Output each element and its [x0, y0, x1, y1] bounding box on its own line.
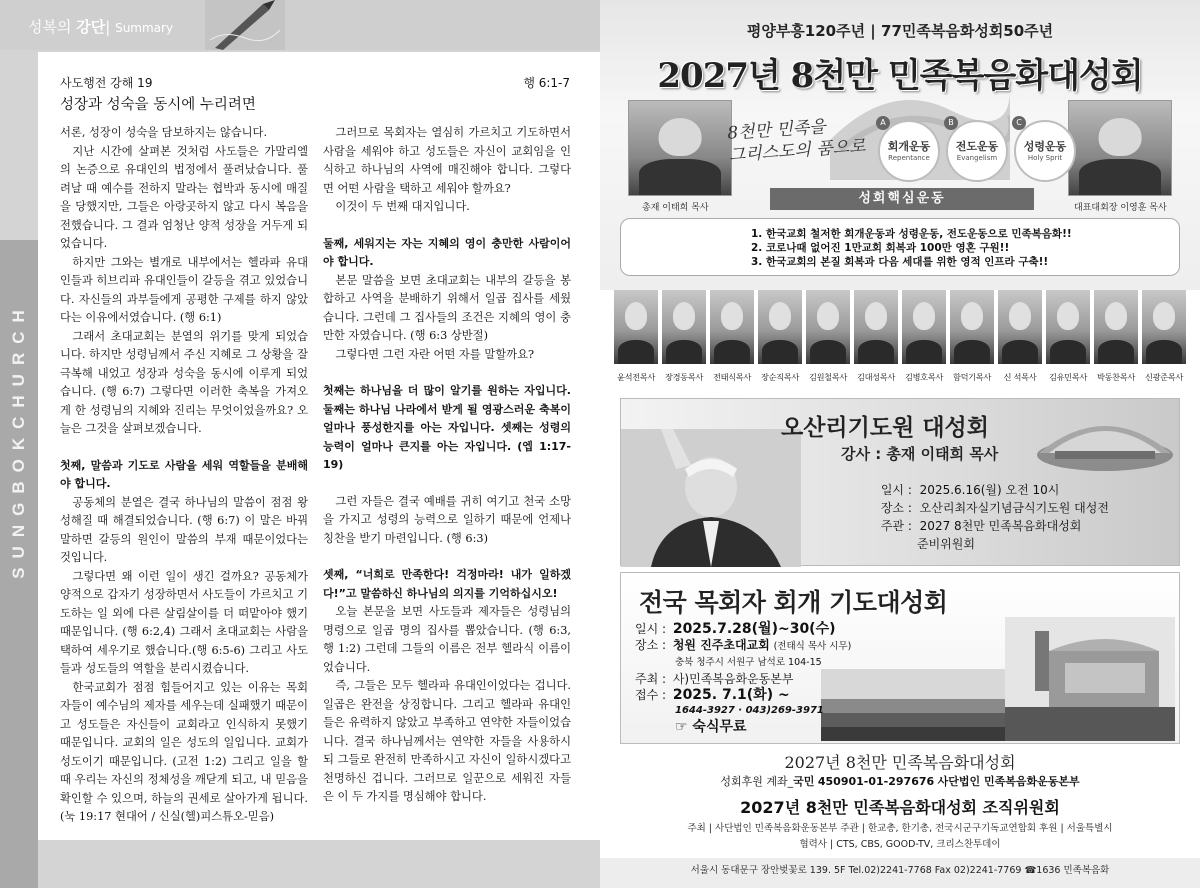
movement-title: 전도운동: [955, 140, 999, 153]
core-item-1: 1. 한국교회 철저한 회개운동과 성령운동, 전도운동으로 민족복음화!!: [751, 228, 1072, 240]
caption-chairman: 대표대회장 이영훈 목사: [1074, 203, 1167, 213]
section-heading: 첫째는 하나님을 더 많이 알기를 원하는 자입니다. 둘째는 하나님 나라에서 받게 될 영광스러운 축복이 얼마나 풍성한지를 아는 자입니다. 셋째는 성령의 능력이 얼마나 큰지를 아는 자입니다. (엡 1:17-19): [323, 384, 571, 471]
leader-name: 김병호목사: [904, 372, 944, 382]
movement-repentance: [878, 120, 940, 182]
pastor-reg-value: 2025. 7.1(화) ~: [672, 687, 790, 703]
sermon-series: 사도행전 강해 19: [60, 76, 153, 90]
caption-president: 총재 이태희 목사: [642, 203, 709, 213]
leader-card: [614, 290, 658, 382]
leader-card: [902, 290, 946, 382]
osan-place-row: 장소 : 오산리최자실기념금식기도원 대성전: [866, 499, 1109, 517]
osan-host-label: 주관: [880, 519, 904, 533]
paragraph: 본문 말씀을 보면 초대교회는 내부의 갈등을 봉합하고 사역을 분배하기 위해서 일곱 집사를 세웠습니다. 그런데 그 집사들의 조건은 지혜의 영이 충만한 자였습니다. (행 6:3 상반절): [323, 273, 571, 342]
pastor-date-value: 2025.7.28(월)~30(수): [672, 621, 836, 637]
osan-place-label: 장소: [880, 501, 904, 515]
committee-title: 2027년 8천만 민족복음화대성회 조직위원회: [740, 798, 1060, 817]
paragraph-gap: [323, 548, 571, 566]
leader-name: 김유민목사: [1048, 372, 1088, 382]
paragraph: 공동체의 분열은 결국 하나님의 말씀이 점점 왕성해질 때 해결되었습니다. (행 6:7) 이 말은 바꿔 말하면 갈등의 원인이 말씀의 부재 때문이었다는 것입니다.: [60, 495, 308, 564]
leader-name: 윤석전목사: [616, 372, 656, 382]
leader-card: [950, 290, 994, 382]
section-heading: 둘째, 세워지는 자는 지혜의 영이 충만한 사람이어야 합니다.: [323, 236, 571, 268]
osan-speaker: 강사 : 총재 이태희 목사: [841, 445, 999, 463]
movement-holy-spirit: [1014, 120, 1076, 182]
text-column-1: [60, 124, 308, 827]
osan-event-panel: [620, 398, 1180, 566]
sermon-reference: 행 6:1-7: [523, 76, 570, 90]
leader-card: [710, 290, 754, 382]
osan-host-row: 주관 : 2027 8천만 민족복음화대성회: [866, 517, 1081, 535]
portrait-chairman: [1068, 100, 1172, 196]
paragraph: 그래서 초대교회는 분열의 위기를 맞게 되었습니다. 하지만 성령님께서 주신 지혜로 그 상황을 잘 극복해 내었고 성장과 성숙을 동시에 이루게 되었습니다. (행 6:7) 그렇다면 이러한 축복을 가져오게 한 성령님의 지혜와 진리는 무엇이었을까요? 오늘은 그것을 살펴보겠습니다.: [60, 329, 308, 435]
pastor-host-value: 사)민족복음화운동본부: [672, 672, 794, 686]
pastor-place-row: [635, 637, 851, 655]
leader-photo: [614, 290, 658, 364]
leader-card: [1094, 290, 1138, 382]
header-separator: |: [105, 18, 111, 36]
paragraph: 그렇다면 그런 자란 어떤 자를 말할까요?: [335, 347, 535, 361]
leader-name: 전태식목사: [712, 372, 752, 382]
organizers-line: 주최 | 사단법인 민족복음화운동본부 주관 | 한교총, 한기총, 전국시군구기독교연합회 후원 | 서울특별시: [687, 823, 1113, 834]
paragraph: 한국교회가 점점 힘들어지고 있는 이유는 목회자들이 예수님의 제자를 세우는데 실패했기 때문이고 성도들은 자신들이 교회라고 인식하지 못했기 때문입니다. 교회의 일은 성도의 일입니다. 교회가 성도이기 때문입니다. (고전 1:2) 그리고 일을 할 때 우리는 자신의 정체성을 깨닫게 되고, 내 믿음을 확인할 수 있으며, 하늘의 권세로 살아가게 됩니다.(눅 19:17 현대어 / 신실(헬)피스튜오-믿음): [60, 680, 308, 823]
slogan-line-1: 8천만 민족을: [726, 116, 827, 144]
leader-photo: [806, 290, 850, 364]
leader-name: 장경동목사: [664, 372, 704, 382]
pastor-place-label: 장소 :: [635, 638, 667, 652]
leader-photo: [758, 290, 802, 364]
account-label: 성회후원 계좌_: [720, 775, 794, 788]
pastor-free: ☞ 숙식무료: [675, 719, 747, 735]
right-page: [600, 0, 1200, 888]
main-title: 2027년 8천만 민족복음화대성회: [657, 56, 1143, 96]
header-prefix: 성복의: [28, 18, 77, 36]
movement-badge: B: [944, 116, 958, 130]
pastor-reg-label: 접수 :: [635, 688, 667, 702]
movement-title: 성령운동: [1023, 140, 1067, 153]
leader-name: 장순직목사: [760, 372, 800, 382]
movement-title: 회개운동: [887, 140, 931, 153]
address-bar: 서울시 동대문구 장안벚꽃로 139. 5F Tel.02)2241-7768 Fax 02)2241-7769 ☎1636 민족복음화: [600, 858, 1200, 888]
paragraph: 그런 자들은 결국 예배를 귀히 여기고 천국 소망을 가지고 성령의 능력으로 일하기 때문에 언제나 칭찬을 받기 마련입니다. (행 6:3): [323, 494, 571, 545]
leader-name: 김대성목사: [856, 372, 896, 382]
paragraph: 지난 시간에 살펴본 것처럼 사도들은 가말리엘의 논증으로 유대인의 법정에서 풀려났습니다. 풀려날 때 예수를 전하지 말라는 협박과 동시에 매질을 당했지만, 그들은 아랑곳하지 않고 다시 복음을 전했습니다. 그 결과 엄청난 양적 성장을 거두게 되었습니다.: [60, 144, 308, 250]
leader-photo: [1046, 290, 1090, 364]
paragraph: 하지만 그와는 별개로 내부에서는 헬라파 유대인들과 히브리파 유대인들이 갈등을 겪고 있었습니다. 자신들의 과부들에게 공평한 구제를 하지 않았다는 이유에서였습니다. (행 6:1): [60, 255, 308, 324]
leader-card: [806, 290, 850, 382]
account-owner: 사단법인 민족복음화운동본부: [937, 775, 1080, 788]
leader-photo: [998, 290, 1042, 364]
movement-english: Holy Sprit: [1027, 154, 1063, 162]
leader-card: [854, 290, 898, 382]
core-item-3: 3. 한국교회의 본질 회복과 다음 세대를 위한 영적 인프라 구축!!: [751, 256, 1049, 268]
column-header: [0, 0, 600, 50]
core-item-2: 2. 코로나때 없어진 1만교회 회복과 100만 영혼 구원!!: [751, 242, 1010, 254]
leader-name: 김원철목사: [808, 372, 848, 382]
slogan-line-2: 그리스도의 품으로: [728, 136, 867, 166]
osan-date-label: 일시: [880, 483, 904, 497]
leader-photo: [902, 290, 946, 364]
pastor-date-label: 일시 :: [635, 622, 667, 636]
pastor-date-row: [635, 621, 851, 637]
paragraph-gap: [323, 364, 571, 382]
anniversary-line: 평양부흥120주년 | 77민족복음화성회50주년: [746, 22, 1054, 40]
paragraph-gap: [323, 217, 571, 235]
movement-english: Evangelism: [956, 154, 998, 162]
movement-badge: A: [876, 116, 890, 130]
sermon-title: 성장과 성숙을 동시에 누리려면: [60, 97, 256, 113]
movement-badge: C: [1012, 116, 1026, 130]
osan-date-row: 일시 : 2025.6.16(월) 오전 10시: [866, 481, 1059, 499]
paragraph: 그러므로 목회자는 열심히 가르치고 기도하면서 사람을 세워야 하고 성도들은 자신이 교회임을 인식하고 하나님의 사역에 매진해야 합니다. 그렇다면 어떤 사람을 택하고 세워야 할까요?: [323, 126, 571, 195]
movement-english: Repentance: [888, 154, 930, 162]
pastor-reg-row: [635, 687, 851, 703]
partners-line: 협력사 | CTS, CBS, GOOD-TV, 크리스찬투데이: [799, 839, 1001, 850]
paragraph: 오늘 본문을 보면 사도들과 제자들은 성령님의 명령으로 일곱 명의 집사를 뽑았습니다. (행 6:3, 행 1:2) 그런데 그들의 이름은 전부 헬라식 이름이었습니다.: [323, 605, 571, 674]
osan-host-value: 2027 8천만 민족복음화대성회: [919, 519, 1082, 533]
osan-title: 오산리기도원 대성회: [781, 415, 989, 441]
leader-photo: [710, 290, 754, 364]
pastor-info: [635, 621, 851, 735]
leader-card: [662, 290, 706, 382]
leader-name: 함덕기목사: [952, 372, 992, 382]
leader-card: [1046, 290, 1090, 382]
section-heading: 첫째, 말씀과 기도로 사람을 세워 역할들을 분배해야 합니다.: [60, 458, 308, 490]
pastor-place-note: (전태식 목사 시무): [773, 641, 852, 652]
donation-account: [600, 773, 1200, 789]
header-bold: 강단: [76, 18, 106, 36]
osan-date-value: 2025.6.16(월) 오전 10시: [919, 483, 1060, 497]
paragraph: 이것이 두 번째 대지입니다.: [335, 200, 470, 213]
pastor-host-row: [635, 671, 851, 687]
paragraph: 서론, 성장이 성숙을 담보하지는 않습니다.: [60, 126, 268, 139]
leader-photo: [662, 290, 706, 364]
leader-card: [1142, 290, 1186, 382]
movement-evangelism: [946, 120, 1008, 182]
account-number: 450901-01-297676: [817, 775, 935, 788]
pastor-host-label: 주최 :: [635, 672, 667, 686]
preacher-photo: [621, 429, 801, 567]
pastor-title: 전국 목회자 회개 기도대성회: [639, 588, 948, 617]
pastor-event-panel: [620, 572, 1180, 744]
leaders-row: [614, 290, 1190, 386]
paragraph: 그렇다면 왜 이런 일이 생긴 걸까요? 공동체가 양적으로 갑자기 성장하면서 사도들이 가르치고 기도하는 일 외에 다른 살림살이를 더 떠맡아야 했기 때문입니다. (행 6:2,4) 그래서 초대교회는 사람을 택하여 세우기로 했습니다.(행 6:5-6) 그리고 사도들과 성도들의 역할을 분리시켰습니다.: [60, 569, 308, 675]
paragraph: 즉, 그들은 모두 헬라파 유대인이었다는 겁니다. 일곱은 완전을 상징합니다. 그리고 헬라파 유대인들은 유력하지 않았고 부족하고 연약한 자들이었습니다. 결국 하나님께서는 연약한 자들을 사용하시되 그들로 완전히 만족하시고 자신이 일하시겠다고 천명하신 겁니다. 그러므로 일꾼으로 세워진 자들은 이 두 가지를 명심해야 합니다.: [323, 679, 571, 803]
portrait-president: [628, 100, 732, 196]
osan-place-value: 오산리최자실기념금식기도원 대성전: [919, 501, 1109, 515]
pastor-address: 충북 청주시 서원구 남석로 104-15: [675, 657, 822, 668]
core-movement-title: 성회핵심운동: [770, 188, 1034, 210]
paragraph-gap: [60, 439, 308, 457]
leader-name: 신광준목사: [1144, 372, 1184, 382]
leader-name: 박동찬목사: [1096, 372, 1136, 382]
leader-card: [758, 290, 802, 382]
leader-photo: [854, 290, 898, 364]
leader-name: 신 석목사: [1003, 372, 1037, 382]
header-text: [28, 16, 173, 37]
pastor-phone: 1644-3927 · 043)269-3971: [675, 705, 824, 716]
side-vertical-text: SUNGBOKCHURCH: [9, 301, 28, 579]
leader-card: [998, 290, 1042, 382]
leader-photo: [950, 290, 994, 364]
text-column-2: [323, 124, 571, 807]
pastor-place-value: 청원 진주초대교회: [672, 638, 770, 652]
header-english: Summary: [115, 21, 174, 35]
osan-host-row-2: 준비위원회: [917, 537, 975, 551]
footer-title: 2027년 8천만 민족복음화대성회: [784, 753, 1016, 772]
fountain-pen-icon: [205, 0, 285, 50]
core-movement-box: [620, 218, 1180, 276]
stadium-illustration: [1035, 403, 1175, 473]
church-building-photo: [1005, 617, 1175, 741]
section-heading: 셋째, “너희로 만족한다! 걱정마라! 내가 일하겠다!”고 말씀하신 하나님의 의지를 기억하십시오!: [323, 568, 571, 600]
leader-photo: [1094, 290, 1138, 364]
paragraph-gap: [323, 475, 571, 493]
account-bank: 국민: [793, 775, 815, 788]
leader-photo: [1142, 290, 1186, 364]
sermon-summary: [38, 52, 600, 840]
